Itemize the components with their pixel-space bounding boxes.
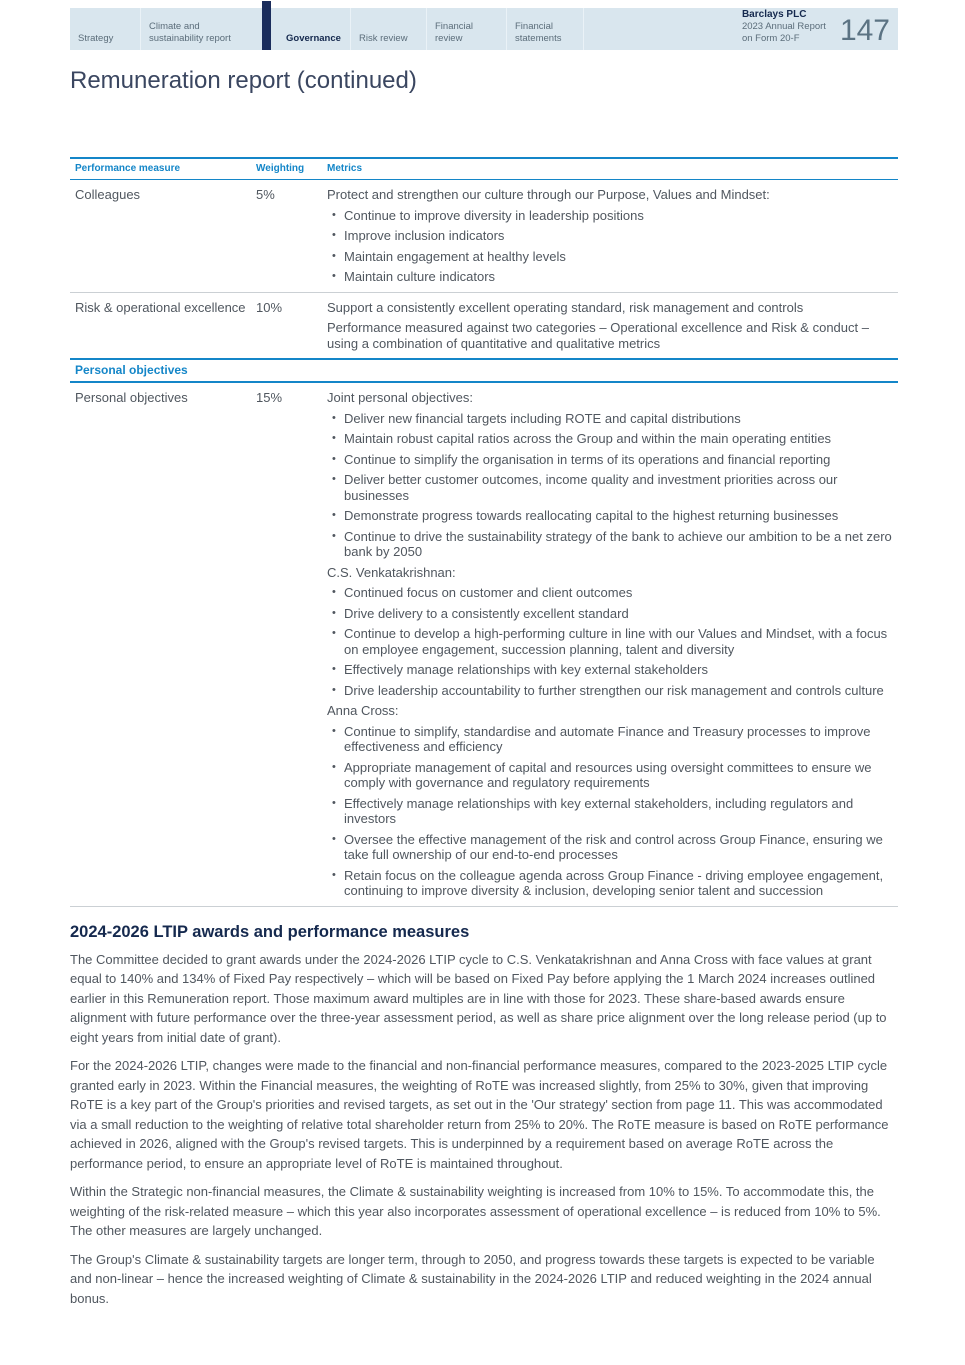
metric-text: Support a consistently excellent operating standard, risk management and controls: [327, 299, 804, 315]
tab-label: Governance: [286, 32, 341, 44]
metric-text-line: [327, 565, 898, 581]
row-measure: Personal objectives: [75, 390, 188, 405]
table-section-label: Personal objectives: [75, 363, 188, 377]
band-spacer: [584, 8, 742, 50]
metric-bullet-item: [327, 529, 898, 560]
section-tabs: [70, 8, 584, 50]
metric-bullet-item: [327, 683, 898, 699]
ltip-paragraph: The Group's Climate & sustainability targets are longer term, through to 2050, and progress towards these targets is expected to be variable and non-linear – hence the increased weighting of Climate & sustainability in the 2024-2026 LTIP and reduced weighting in the 2024 annual bonus.: [70, 1251, 875, 1306]
top-navigation-band: [70, 8, 898, 50]
row-weighting: 5%: [256, 187, 275, 202]
report-brand: [742, 8, 826, 50]
metric-text: Retain focus on the colleague agenda across Group Finance - driving employee engagement, continuing to improve diversity & inclusion, developing senior talent and succession: [344, 867, 884, 898]
metric-text: Maintain culture indicators: [344, 269, 496, 284]
metric-text: Improve inclusion indicators: [344, 228, 505, 243]
ltip-paragraphs: [70, 950, 898, 1309]
metric-bullet-item: [327, 411, 898, 427]
metric-text-line: [327, 300, 898, 316]
metric-text: Demonstrate progress towards reallocating capital to the highest returning businesses: [344, 508, 839, 523]
row-metrics: [327, 300, 898, 357]
metric-text: Joint personal objectives:: [327, 390, 473, 405]
tab-strategy[interactable]: [70, 8, 140, 50]
metric-bullet-item: [327, 585, 898, 601]
bullet-icon: •: [332, 270, 336, 282]
table-row: [70, 383, 898, 907]
metric-bullet-item: [327, 208, 898, 224]
metric-text: Continue to develop a high-performing culture in line with our Values and Mindset, with a focus on employee engagement, succession planning, talent and diversity: [344, 626, 888, 657]
metric-bullet-item: [327, 868, 898, 899]
bullet-icon: •: [332, 683, 336, 696]
metric-bullet-item: [327, 760, 898, 791]
table-row: [70, 180, 898, 293]
bullet-icon: •: [332, 760, 336, 773]
metric-bullet-item: [327, 269, 898, 285]
metric-bullet-item: [327, 832, 898, 863]
metric-text: Effectively manage relationships with key external stakeholders: [344, 662, 708, 677]
row-weighting: 10%: [256, 299, 283, 315]
metric-bullet-item: [327, 452, 898, 468]
brand-subtitle-line1: 2023 Annual Report: [741, 21, 826, 32]
tab-label: Climate and sustainability report: [149, 21, 231, 44]
metric-text-line: [327, 320, 898, 351]
bullet-icon: •: [332, 832, 336, 845]
tab-financial-statements[interactable]: [506, 8, 584, 50]
metric-bullet-item: [327, 606, 898, 622]
tab-financial-review[interactable]: [426, 8, 506, 50]
metric-bullet-item: [327, 472, 898, 503]
metric-text-line: [327, 187, 898, 203]
bullet-icon: •: [332, 432, 336, 444]
row-metrics: [327, 187, 898, 290]
metric-text: Appropriate management of capital and resources using oversight committees to ensure we comply with governance and regulatory requirements: [344, 759, 872, 790]
bullet-icon: •: [332, 509, 336, 521]
row-metrics: [327, 390, 898, 904]
metric-text: Continue to drive the sustainability strategy of the bank to achieve our ambition to be a net zero bank by 2050: [344, 528, 892, 559]
bullet-icon: •: [332, 663, 336, 675]
metric-text: Deliver new financial targets including ROTE and capital distributions: [344, 410, 741, 426]
table-row: [70, 293, 898, 359]
tab-label: Strategy: [78, 32, 114, 44]
tab-climate-and-sustainability-report[interactable]: [140, 8, 262, 50]
bullet-icon: •: [332, 473, 336, 485]
column-header-weighting: Weighting: [256, 163, 305, 174]
tab-risk-review[interactable]: [350, 8, 426, 50]
bullet-icon: •: [332, 586, 336, 598]
metric-text: Continue to simplify, standardise and automate Finance and Treasury processes to improve effectiveness and efficiency: [344, 723, 871, 754]
ltip-section: [70, 923, 898, 1309]
tab-label: Financial statements: [515, 21, 562, 44]
metric-bullet-item: [327, 626, 898, 657]
metric-text: Performance measured against two categories – Operational excellence and Risk & conduct – using a combination of quantitative and qualitative metrics: [327, 320, 869, 351]
bullet-icon: •: [332, 452, 336, 465]
row-measure: Risk & operational excellence: [75, 299, 246, 315]
metric-bullet-item: [327, 431, 898, 447]
bullet-icon: •: [332, 627, 336, 639]
bullet-icon: •: [332, 606, 336, 619]
metric-text: Anna Cross:: [327, 703, 399, 718]
metric-text: Oversee the effective management of the risk and control across Group Finance, ensuring we take full ownership of our end-to-end processes: [344, 831, 883, 862]
metric-text: Effectively manage relationships with key external stakeholders, including regulators and investors: [344, 795, 854, 826]
brand-title: Barclays PLC: [741, 9, 807, 20]
ltip-paragraph: The Committee decided to grant awards under the 2024-2026 LTIP cycle to C.S. Venkatakrishnan and Anna Cross with face values at grant equal to 140% and 134% of Fixed Pay respectively – which will be based on Fixed Pay before applying the 1 March 2024 increases outlined earlier in this Remuneration report. Those maximum award multiples are in line with those for 2023. These share-based awards ensure alignment with future performance over the three-year assessment period, as well as share price alignment over the long release period (up to eight years from initial date of grant).: [70, 951, 887, 1045]
metric-text-line: [327, 703, 898, 719]
table-body: [70, 180, 898, 907]
metric-bullet-item: [327, 796, 898, 827]
brand-subtitle-line2: on Form 20-F: [741, 33, 800, 44]
metric-text: Maintain robust capital ratios across the Group and within the main operating entities: [344, 431, 832, 446]
tab-label: Financial review: [435, 21, 474, 44]
ltip-paragraph: Within the Strategic non-financial measures, the Climate & sustainability weighting is increased from 10% to 15%. To accommodate this, the weighting of the risk-related measure – which this year also incorporates assessment of operational excellence – is reduced from 10% to 5%. The other measures are largely unchanged.: [70, 1184, 881, 1238]
metric-bullet-item: [327, 724, 898, 755]
bullet-icon: •: [332, 411, 336, 424]
metric-bullet-item: [327, 249, 898, 265]
metric-bullet-item: [327, 662, 898, 678]
metric-text: Continue to improve diversity in leadership positions: [344, 207, 644, 223]
metric-text: C.S. Venkatakrishnan:: [327, 564, 456, 580]
bullet-icon: •: [332, 529, 336, 542]
bullet-icon: •: [332, 208, 336, 221]
metric-bullet-item: [327, 228, 898, 244]
bullet-icon: •: [332, 796, 336, 809]
metric-bullet-item: [327, 508, 898, 524]
bullet-icon: •: [332, 229, 336, 241]
tab-label: Risk review: [359, 32, 408, 44]
row-measure: Colleagues: [75, 187, 141, 202]
metric-text-line: [327, 390, 898, 406]
page-title: Remuneration report (continued): [70, 67, 417, 94]
table-section-header: [70, 358, 898, 383]
ltip-paragraph: For the 2024-2026 LTIP, changes were made to the financial and non-financial performance measures, compared to the 2023-2025 LTIP cycle granted early in 2023. Within the Financial measures, the weighting of RoTE was increased slightly, from 25% to 30%, given that improving RoTE is a key part of the Group's priorities and revised targets, as set out in the 'Our strategy' section from page 11. This was accommodated via a small reduction to the weighting of relative total shareholder return from 25% to 20%. The RoTE measure is based on RoTE performance achieved in 2026, aligned with the Group's revised targets. This is underpinned by a requirement based on average RoTE across the performance period, to ensure an appropriate level of RoTE is maintained throughout.: [70, 1058, 889, 1171]
column-header-performance-measure: Performance measure: [75, 163, 181, 174]
column-header-metrics: Metrics: [327, 163, 363, 174]
tab-governance[interactable]: [262, 8, 350, 50]
row-weighting: 15%: [256, 390, 283, 405]
metric-text: Drive delivery to a consistently excellent standard: [344, 605, 629, 621]
table-header-row: [70, 157, 898, 180]
bullet-icon: •: [332, 249, 336, 262]
metric-text: Drive leadership accountability to further strengthen our risk management and controls culture: [344, 682, 884, 698]
metric-text: Protect and strengthen our culture through our Purpose, Values and Mindset:: [327, 187, 770, 202]
metric-text: Deliver better customer outcomes, income quality and investment priorities across our businesses: [344, 472, 838, 503]
active-tab-indicator: [262, 1, 271, 50]
metric-text: Continue to simplify the organisation in terms of its operations and financial reporting: [344, 451, 831, 467]
performance-measures-table: [70, 157, 898, 907]
bullet-icon: •: [332, 868, 336, 881]
metric-text: Continued focus on customer and client outcomes: [344, 585, 633, 600]
metric-text: Maintain engagement at healthy levels: [344, 248, 566, 264]
page-number: 147: [839, 14, 890, 47]
bullet-icon: •: [332, 724, 336, 737]
ltip-section-heading: 2024-2026 LTIP awards and performance measures: [70, 922, 470, 941]
